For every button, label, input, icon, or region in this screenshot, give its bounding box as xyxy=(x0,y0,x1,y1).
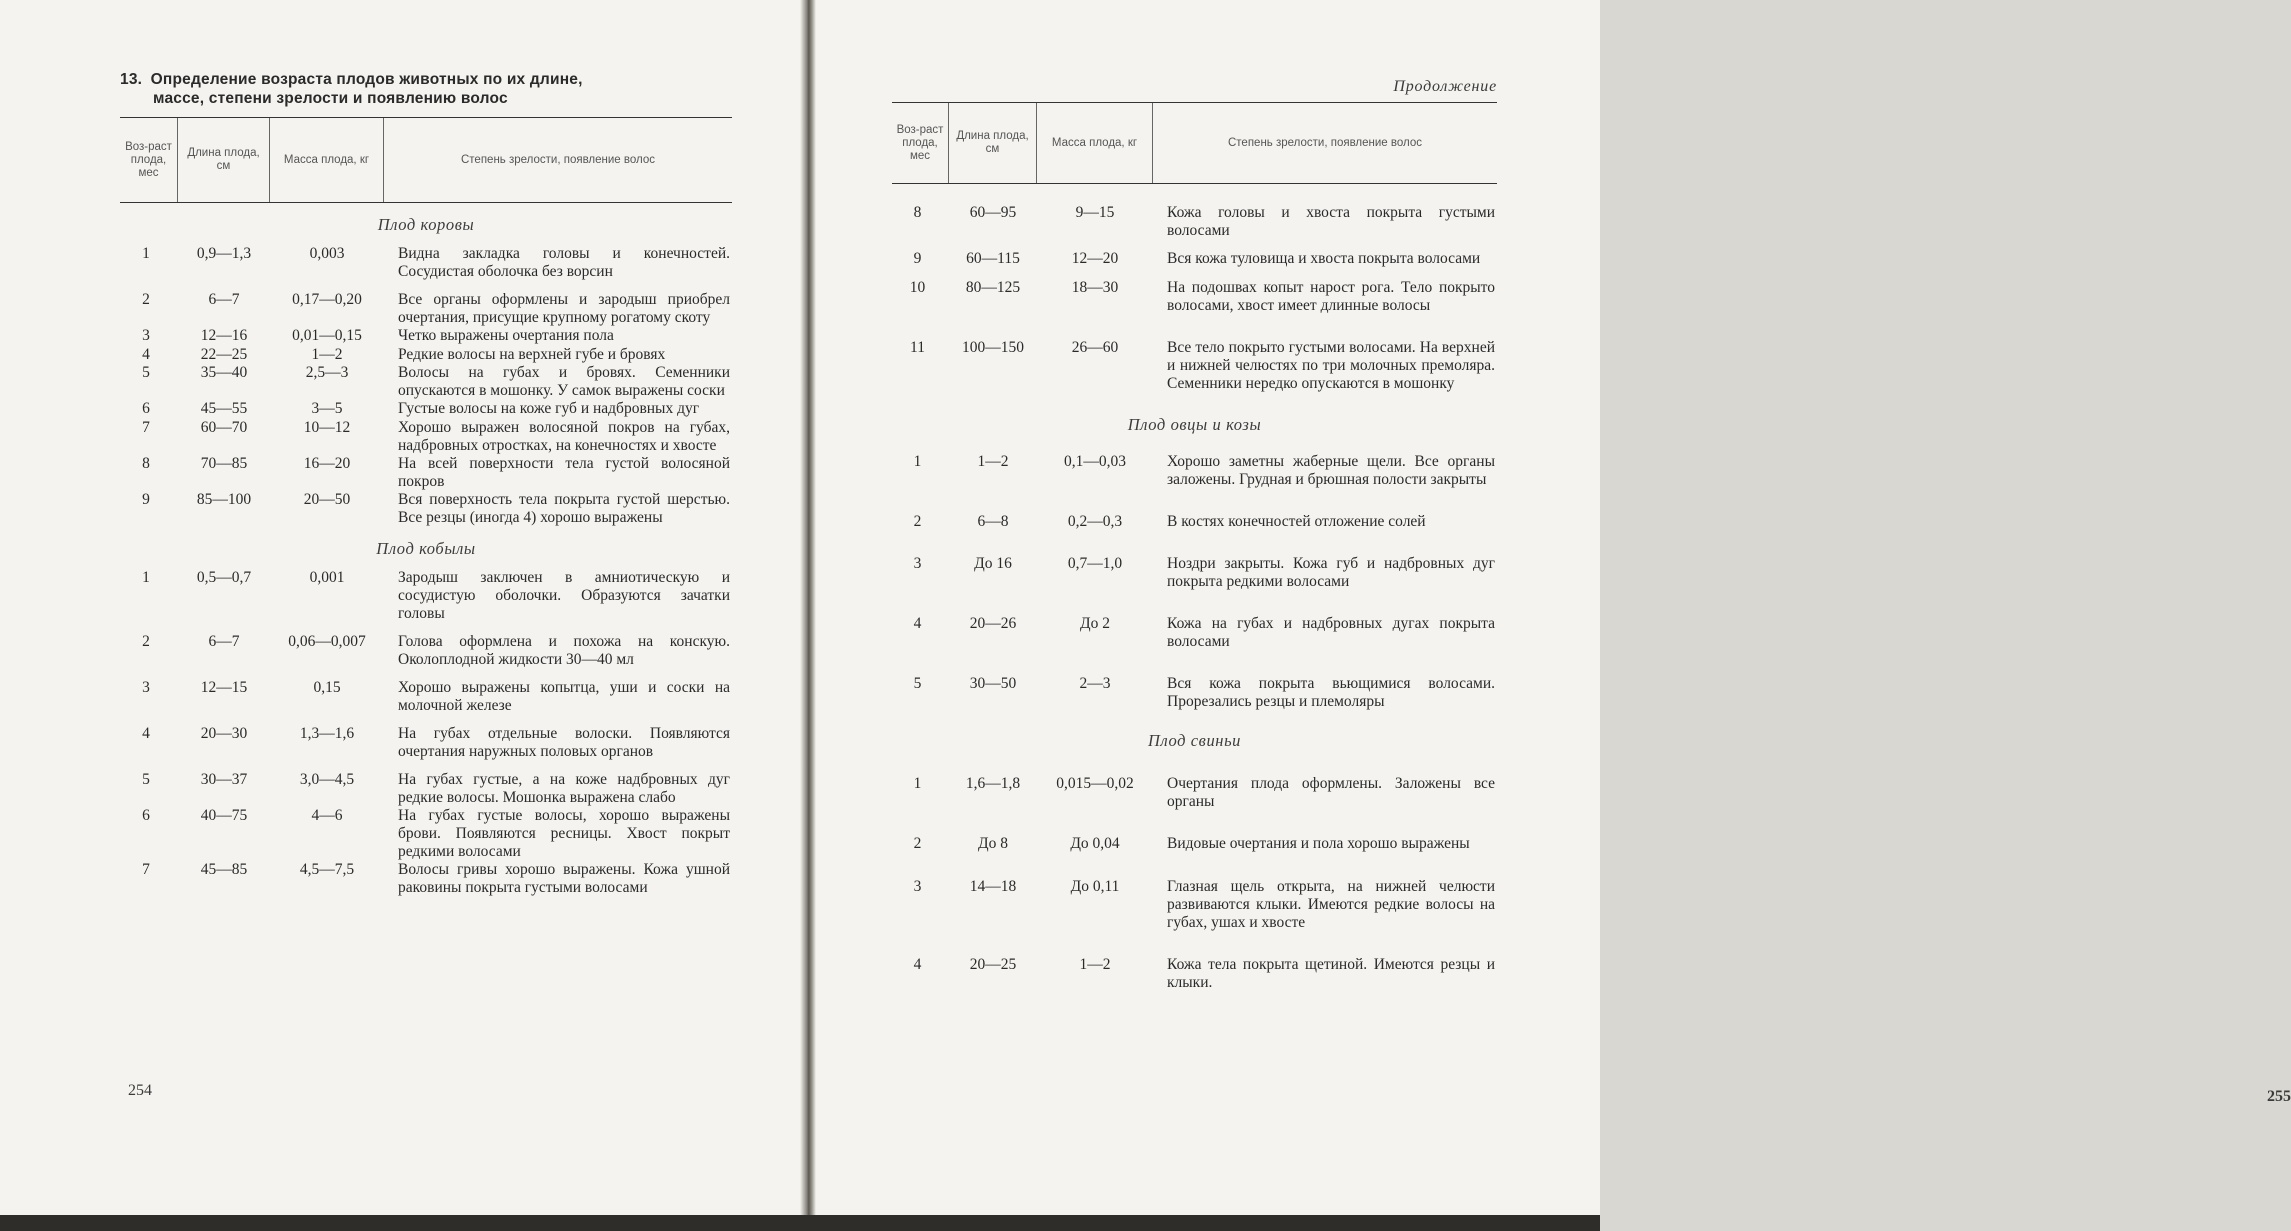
table-row xyxy=(892,339,1497,393)
table-row xyxy=(892,615,1497,651)
table-row xyxy=(892,775,1497,811)
cell-maturity: Все тело покрыто густыми волосами. На верхней и нижней челюстях по три молочных премоляра. Семенники нередко опускаются в мошонку xyxy=(1167,338,1495,392)
cell-length: 6—7 xyxy=(208,632,240,650)
cell-length: 12—15 xyxy=(200,678,248,696)
cell-length: 1,6—1,8 xyxy=(965,775,1021,792)
table-row xyxy=(120,346,732,365)
header-age: Воз-раст плода, мес xyxy=(120,118,178,202)
table-row xyxy=(892,513,1497,532)
cell-length: 40—75 xyxy=(200,806,248,824)
section-title-pig: Плод свиньи xyxy=(1147,731,1242,750)
cell-mass: 0,003 xyxy=(309,245,345,262)
cell-maturity: Четко выражены очертания пола xyxy=(398,327,614,344)
cell-mass: 20—50 xyxy=(303,490,351,508)
cell-mass: 26—60 xyxy=(1071,338,1119,356)
header-mass: Масса плода, кг xyxy=(1037,103,1153,183)
cell-maturity: Хорошо заметны жаберные щели. Все органы заложены. Грудная и брюшная полости закрыты xyxy=(1167,452,1495,488)
cell-mass: 0,001 xyxy=(309,568,345,586)
cell-age: 6 xyxy=(142,806,150,824)
cell-age: 8 xyxy=(913,204,922,221)
cell-age: 4 xyxy=(142,345,150,363)
page-number-left: 254 xyxy=(128,1082,152,1099)
cell-length: 80—125 xyxy=(965,278,1021,296)
cell-length: 6—8 xyxy=(977,512,1009,530)
cell-length: 20—30 xyxy=(200,724,248,742)
header-age: Воз-раст плода, мес xyxy=(892,103,949,183)
section-title-cow: Плод коровы xyxy=(377,215,475,234)
continuation-label: Продолжение xyxy=(1393,78,1497,95)
book-gutter xyxy=(800,0,816,1231)
cell-mass: 9—15 xyxy=(1075,204,1115,221)
scan-bottom-edge xyxy=(0,1215,1600,1231)
cell-maturity: Ноздри закрыты. Кожа губ и надбровных дуг покрыта редкими волосами xyxy=(1167,555,1495,590)
cell-mass: 3—5 xyxy=(311,400,343,417)
cell-maturity: Глазная щель открыта, на нижней челюсти развиваются клыки. Имеются редкие волосы на губах, ушах и хвосте xyxy=(1167,877,1495,931)
table-row xyxy=(892,555,1497,591)
cell-age: 11 xyxy=(910,338,925,356)
cell-length: 70—85 xyxy=(200,454,248,472)
cell-age: 1 xyxy=(142,245,150,262)
cell-mass: 0,2—0,3 xyxy=(1067,512,1123,530)
cell-mass: 1—2 xyxy=(311,345,343,363)
table-header xyxy=(892,102,1497,184)
table-number: 13. xyxy=(120,71,143,88)
cell-mass: 0,1—0,03 xyxy=(1064,452,1126,470)
cell-length: До 16 xyxy=(974,555,1012,572)
table-row xyxy=(120,419,732,455)
section-title-sheep-goat: Плод овцы и козы xyxy=(1127,414,1262,434)
cell-maturity: Густые волосы на коже губ и надбровных дуг xyxy=(398,400,700,417)
cell-mass: 1—2 xyxy=(1079,955,1111,973)
table-row xyxy=(120,725,732,761)
cell-length: 45—85 xyxy=(200,860,248,878)
table-title xyxy=(120,70,732,108)
cell-maturity: Хорошо выражен волосяной покров на губах, надбровных отростках, на конечностях и хвосте xyxy=(398,418,730,454)
cell-maturity: Вся кожа туловища и хвоста покрыта волосами xyxy=(1167,250,1481,267)
table-row xyxy=(892,956,1497,992)
cell-maturity: На губах густые волосы, хорошо выражены брови. Появляются ресницы. Хвост покрыт редкими волосами xyxy=(398,806,730,860)
cell-maturity: Хорошо выражены копытца, уши и соски на молочной железе xyxy=(398,678,730,714)
cell-age: 10 xyxy=(909,278,926,296)
section-title-mare: Плод кобылы xyxy=(376,538,476,558)
cell-age: 4 xyxy=(913,955,922,973)
table-row xyxy=(892,279,1497,315)
cell-age: 7 xyxy=(142,860,150,878)
cell-maturity: Редкие волосы на верхней губе и бровях xyxy=(398,345,666,363)
cell-length: 0,9—1,3 xyxy=(196,245,252,262)
right-page-content xyxy=(892,78,1497,992)
cell-mass: 4—6 xyxy=(311,806,343,824)
cell-length: 0,5—0,7 xyxy=(196,568,252,586)
cell-mass: 3,0—4,5 xyxy=(299,770,355,788)
cell-mass: 4,5—7,5 xyxy=(299,860,355,878)
cell-age: 9 xyxy=(142,490,150,508)
cell-maturity: Очертания плода оформлены. Заложены все органы xyxy=(1167,775,1495,810)
cell-age: 2 xyxy=(142,632,150,650)
cell-age: 5 xyxy=(913,675,922,692)
cell-maturity: Волосы гривы хорошо выражены. Кожа ушной раковины покрыта густыми волосами xyxy=(398,860,730,896)
cell-maturity: Все органы оформлены и зародыш приобрел очертания, присущие крупному рогатому скоту xyxy=(398,291,730,326)
cell-age: 3 xyxy=(142,678,150,696)
cell-mass: 0,015—0,02 xyxy=(1056,775,1134,792)
cell-length: 30—37 xyxy=(200,770,248,788)
header-length: Длина плода, см xyxy=(178,118,270,202)
cell-maturity: Голова оформлена и похожа на конскую. Околоплодной жидкости 30—40 мл xyxy=(398,632,730,668)
cell-age: 2 xyxy=(913,512,922,530)
cell-age: 4 xyxy=(142,724,150,742)
cell-length: 35—40 xyxy=(200,364,248,381)
cell-age: 9 xyxy=(913,250,922,267)
cell-mass: 12—20 xyxy=(1071,250,1119,267)
table-row xyxy=(120,861,732,897)
cell-length: 14—18 xyxy=(969,877,1017,895)
header-maturity: Степень зрелости, появление волос xyxy=(1227,136,1423,149)
cell-length: 30—50 xyxy=(969,675,1017,692)
cell-age: 3 xyxy=(913,877,922,895)
cell-maturity: Вся кожа покрыта вьющимися волосами. Прорезались резцы и племоляры xyxy=(1167,675,1495,710)
cell-maturity: Волосы на губах и бровях. Семенники опускаются в мошонку. У самок выражены соски xyxy=(398,364,730,399)
cell-age: 5 xyxy=(142,770,150,788)
table-title-line1: Определение возраста плодов животных по их длине, xyxy=(150,71,583,88)
right-page xyxy=(812,0,2291,1231)
cell-mass: 16—20 xyxy=(303,454,351,472)
table-row xyxy=(120,327,732,346)
cell-mass: 2,5—3 xyxy=(305,364,349,381)
cell-length: 60—95 xyxy=(969,204,1017,221)
cell-maturity: Вся поверхность тела покрыта густой шерстью. Все резцы (иногда 4) хорошо выражены xyxy=(398,490,730,526)
cell-maturity: На губах отдельные волоски. Появляются очертания наружных половых органов xyxy=(398,724,730,760)
cell-age: 4 xyxy=(913,615,922,632)
table-row xyxy=(120,291,732,327)
cell-maturity: В костях конечностей отложение солей xyxy=(1167,512,1426,530)
cell-length: 45—55 xyxy=(200,400,248,417)
table-row xyxy=(892,675,1497,711)
cell-age: 7 xyxy=(142,418,150,436)
table-row xyxy=(892,204,1497,240)
cell-maturity: Зародыш заключен в амниотическую и сосудистую оболочки. Образуются зачатки головы xyxy=(398,568,730,622)
cell-age: 1 xyxy=(913,452,922,470)
cell-mass: 10—12 xyxy=(303,418,351,436)
cell-length: 60—115 xyxy=(966,250,1020,267)
table-header xyxy=(120,117,732,203)
cell-mass: 0,15 xyxy=(313,678,341,696)
table-row xyxy=(120,491,732,527)
cell-length: 60—70 xyxy=(200,418,248,436)
cell-mass: 2—3 xyxy=(1079,675,1111,692)
cell-age: 2 xyxy=(913,835,922,852)
page-number-right: 255 xyxy=(2267,1088,2291,1105)
cell-age: 3 xyxy=(142,327,150,344)
left-page xyxy=(0,0,808,1231)
cell-age: 2 xyxy=(142,291,150,308)
header-length: Длина плода, см xyxy=(949,103,1037,183)
cell-mass: 0,06—0,007 xyxy=(288,632,366,650)
table-row xyxy=(120,633,732,669)
table-row xyxy=(892,453,1497,489)
cell-length: 12—16 xyxy=(200,327,248,344)
cell-length: 20—26 xyxy=(969,615,1017,632)
cell-maturity: Кожа тела покрыта щетиной. Имеются резцы и клыки. xyxy=(1167,955,1495,991)
table-row xyxy=(120,679,732,715)
cell-mass: 0,17—0,20 xyxy=(292,291,362,308)
cell-mass: 1,3—1,6 xyxy=(299,724,355,742)
cell-mass: 0,7—1,0 xyxy=(1067,555,1123,572)
cell-mass: До 0,11 xyxy=(1070,877,1120,895)
cell-maturity: Кожа на губах и надбровных дугах покрыта волосами xyxy=(1167,615,1495,650)
cell-length: До 8 xyxy=(978,835,1008,852)
cell-age: 6 xyxy=(142,400,150,417)
table-row xyxy=(120,771,732,807)
table-title-line2: массе, степени зрелости и появлению волос xyxy=(153,90,508,107)
table-row xyxy=(120,569,732,623)
table-row xyxy=(892,878,1497,932)
table-row xyxy=(892,250,1497,269)
cell-age: 5 xyxy=(142,364,150,381)
cell-mass: 0,01—0,15 xyxy=(292,327,362,344)
cell-maturity: Видовые очертания и пола хорошо выражены xyxy=(1167,835,1470,852)
cell-length: 100—150 xyxy=(962,338,1024,356)
cell-age: 1 xyxy=(913,775,922,792)
table-row xyxy=(120,400,732,419)
cell-maturity: На подошвах копыт нарост рога. Тело покрыто волосами, хвост имеет длинные волосы xyxy=(1167,278,1495,314)
cell-age: 1 xyxy=(142,568,150,586)
table-row xyxy=(120,807,732,861)
header-mass: Масса плода, кг xyxy=(270,118,384,202)
cell-length: 22—25 xyxy=(200,345,248,363)
cell-length: 85—100 xyxy=(196,490,252,508)
table-row xyxy=(120,364,732,400)
cell-maturity: На губах густые, а на коже надбровных дуг редкие волосы. Мошонка выражена слабо xyxy=(398,770,730,806)
cell-maturity: Видна закладка головы и конечностей. Сосудистая оболочка без ворсин xyxy=(398,245,730,280)
cell-mass: До 2 xyxy=(1080,615,1110,632)
cell-length: 1—2 xyxy=(977,452,1009,470)
cell-length: 6—7 xyxy=(208,291,240,308)
table-row xyxy=(120,455,732,491)
cell-maturity: Кожа головы и хвоста покрыта густыми волосами xyxy=(1167,204,1495,239)
cell-mass: До 0,04 xyxy=(1070,835,1120,852)
cell-age: 3 xyxy=(913,555,922,572)
cell-age: 8 xyxy=(142,454,150,472)
cell-mass: 18—30 xyxy=(1071,278,1119,296)
table-row xyxy=(892,835,1497,854)
left-page-content xyxy=(120,70,732,897)
table-row xyxy=(120,245,732,281)
cell-length: 20—25 xyxy=(969,955,1017,973)
cell-maturity: На всей поверхности тела густой волосяной покров xyxy=(398,454,730,490)
header-maturity: Степень зрелости, появление волос xyxy=(460,153,656,166)
